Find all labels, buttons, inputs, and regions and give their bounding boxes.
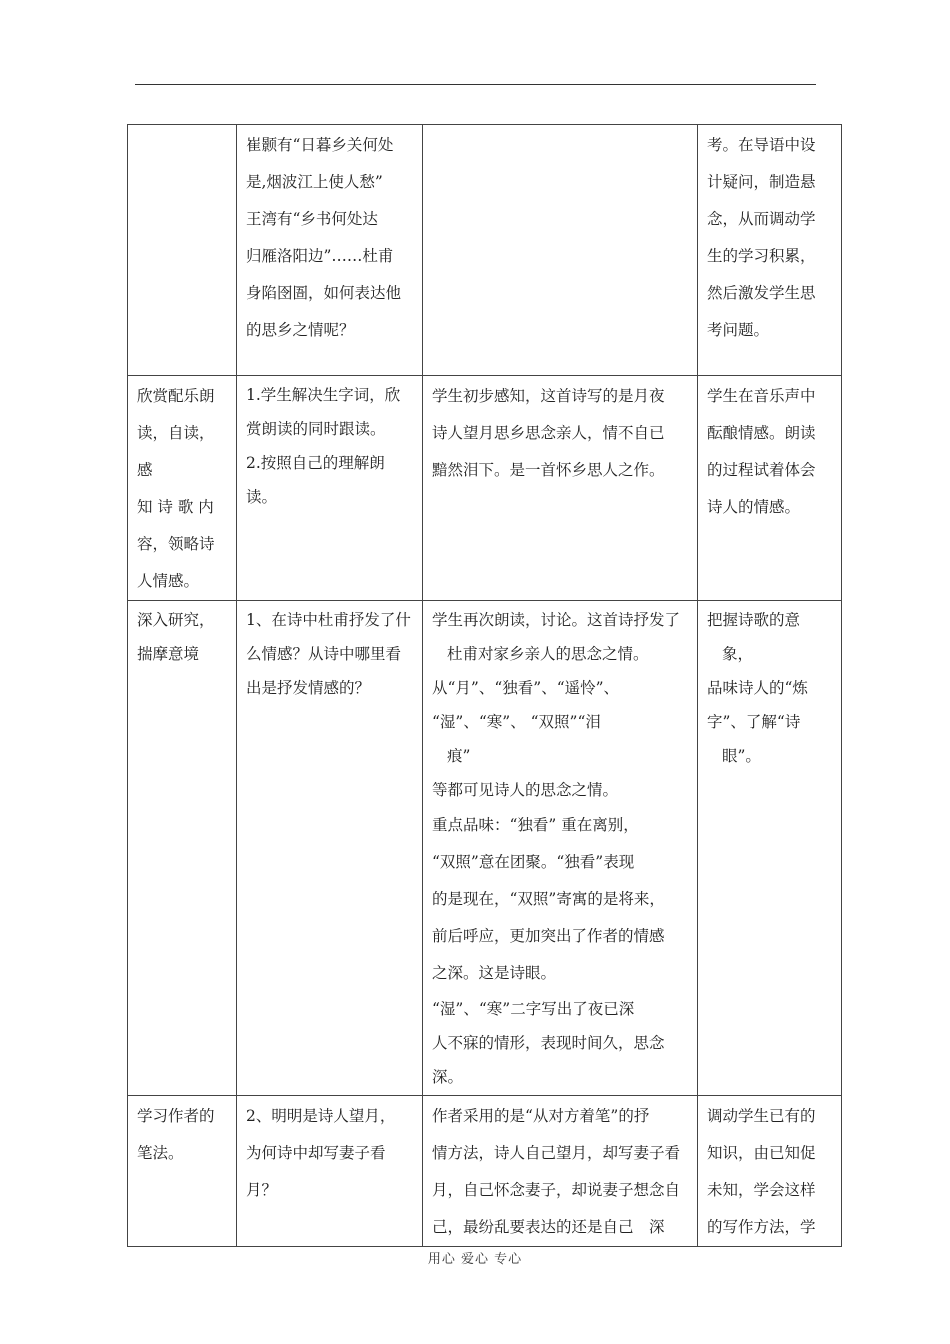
page-footer: 用心 爱心 专心 [427,1252,523,1267]
table-row [128,1096,842,1247]
content-cell: 作者采用的是“从对方着笔”的抒 情方法，诗人自己望月，却写妻子看 月，自己怀念妻子，却说妻子想念自 己，最纷乱要表达的还是自己 深 [423,1096,698,1247]
table-row [128,601,842,1096]
teaching-step-cell: 学习作者的 笔法。 [128,1096,237,1247]
student-activity-cell: 崔颢有“日暮乡关何处 是,烟波江上使人愁” 王湾有“乡书何处达 归雁洛阳边”……杜甫 身陷囹圄，如何表达他 的思乡之情呢？ [237,125,423,376]
design-intent-cell: 把握诗歌的意 象， 品味诗人的“炼 字”、了解“诗 眼”。 [698,601,842,1096]
content-cell: 学生再次朗读，讨论。这首诗抒发了 杜甫对家乡亲人的思念之情。 从“月”、“独看”、“遥怜”、 “湿”、“寒”、 “双照”“泪 痕” 等都可见诗人的思念之情。 重点品味：“独看” 重在离别， “双照”意在团聚。“独看”表现 的是现在，“双照”寄寓的是将来， 前后呼应，更加突出了作者的情感 之深。这是诗眼。 “湿”、“寒”二字写出了夜已深 人不寐的情形，表现时间久，思念 深。 [423,601,698,1096]
teaching-step-cell [128,125,237,376]
table-row [128,376,842,601]
design-intent-cell: 考。在导语中设 计疑问，制造悬 念，从而调动学 生的学习积累， 然后激发学生思 考问题。 [698,125,842,376]
student-activity-cell: 2、明明是诗人望月， 为何诗中却写妻子看 月？ [237,1096,423,1247]
content-cell: 学生初步感知，这首诗写的是月夜 诗人望月思乡思念亲人，情不自已 黯然泪下。是一首怀乡思人之作。 [423,376,698,601]
lesson-plan-table [127,124,842,1247]
table-row [128,125,842,376]
student-activity-cell: 1.学生解决生字词，欣 赏朗读的同时跟读。 2.按照自己的理解朗 读。 [237,376,423,601]
content-cell [423,125,698,376]
teaching-step-cell: 深入研究， 揣摩意境 [128,601,237,1096]
teaching-step-cell: 欣赏配乐朗 读，自读，感 知 诗 歌 内 容，领略诗 人情感。 [128,376,237,601]
design-intent-cell: 学生在音乐声中 酝酿情感。朗读 的过程试着体会 诗人的情感。 [698,376,842,601]
student-activity-cell: 1、在诗中杜甫抒发了什 么情感？从诗中哪里看 出是抒发情感的？ [237,601,423,1096]
design-intent-cell: 调动学生已有的 知识，由已知促 未知，学会这样 的写作方法，学 [698,1096,842,1247]
header-rule [135,84,816,85]
